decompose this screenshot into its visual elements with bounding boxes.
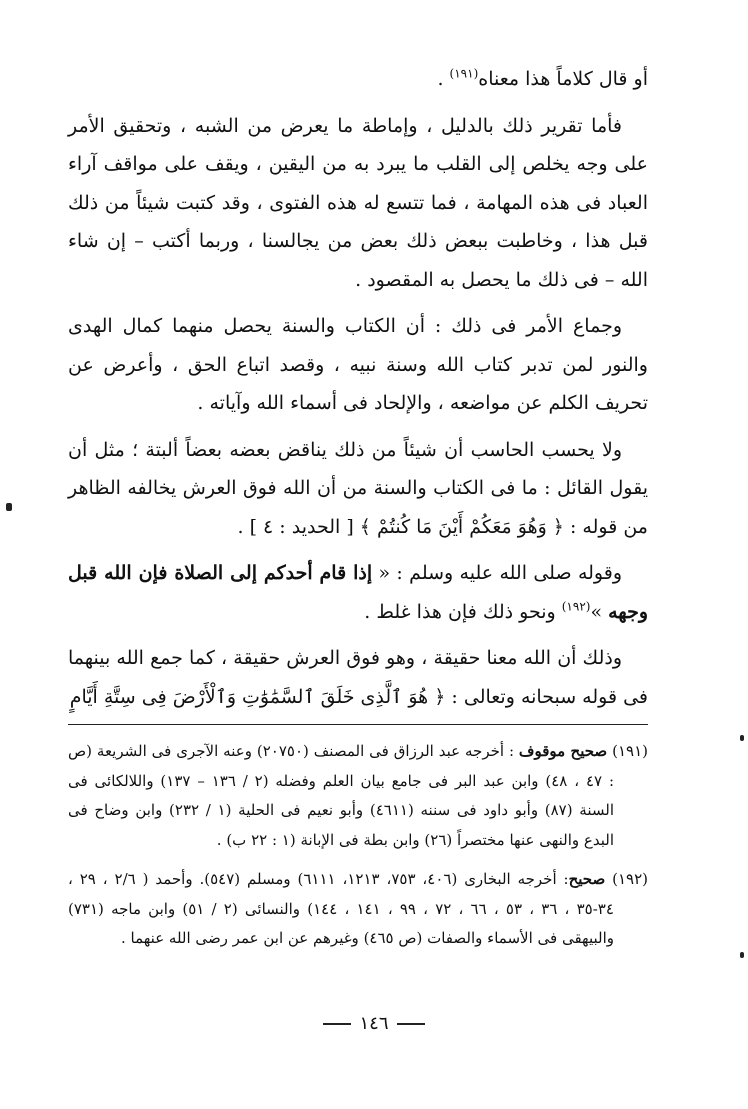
main-text [68, 60, 648, 716]
footnote-grade: صحيح موقوف [518, 742, 608, 760]
footnote-number: (١٩٢) [612, 870, 649, 888]
page-number [0, 1013, 748, 1034]
dash-decoration [397, 1023, 425, 1025]
hadith-quote: إذا قام أحدكم إلى الصلاة فإن الله قبل وجهه [68, 562, 648, 623]
paragraph-3 [68, 431, 648, 547]
footnotes [68, 737, 648, 954]
paragraph-5 [68, 639, 648, 716]
paragraph-3-text: ولا يحسب الحاسب أن شيئاً من ذلك يناقض بعضه بعضاً ألبتة ؛ مثل أن يقول القائل : ما فى الكتاب والسنة من أن الله فوق العرش يخالفه الظاهر من قوله : [68, 438, 648, 538]
paragraph-0-end: . [437, 68, 450, 90]
paragraph-5-text: وذلك أن الله معنا حقيقة ، وهو فوق العرش حقيقة ، كما جمع الله بينهما فى قوله سبحانه وتعالى : [68, 647, 648, 708]
footnote-divider [68, 724, 648, 725]
scan-mark [6, 503, 12, 511]
scan-mark [740, 735, 744, 741]
dash-decoration [323, 1023, 351, 1025]
footnote-191 [68, 737, 648, 855]
footnote-192 [68, 865, 648, 954]
quran-verse: ﴿ وَهُوَ مَعَكُمْ أَيْنَ مَا كُنتُمْ ﴾ [359, 515, 564, 538]
footnote-text: : أخرجه عبد الرزاق فى المصنف (٢٠٧٥٠) وعنه الآجرى فى الشريعة (ص : ٤٧ ، ٤٨) وابن عبد البر فى جامع بيان العلم وفضله (٢ / ١٣٦ – ١٣٧) واللالكائى فى السنة (٨٧) وأبو داود فى سننه (٤٦١١) وأبو نعيم فى الحلية (١ / ٢٣٢) وابن وضاح فى البدع والنهى عنها مختصراً (٢٦) وابن بطة فى الإبانة (١ : ٢٢ ب) . [68, 742, 614, 849]
scan-mark [740, 952, 744, 958]
footnote-text: : أخرجه البخارى (٤٠٦، ٧٥٣، ١٢١٣، ٦١١١) ومسلم (٥٤٧). وأحمد ( ٢/٦ ، ٢٩ ، ٣٤-٣٥ ، ٣٦ ، ٥٣ ، ٦٦ ، ٧٢ ، ٩٩ ، ١٤١ ، ١٤٤) والنسائى (٢ / ٥١) وابن ماجه (٧٣١) والبيهقى فى الأسماء والصفات (ص ٤٦٥) وغيرهم عن ابن عمر رضى الله عنهما . [68, 870, 614, 947]
quran-verse: ﴿ هُوَ ٱلَّذِى خَلَقَ ٱلسَّمَٰوَٰتِ وَٱلْأَرْضَ فِى سِتَّةِ أَيَّامٍ [69, 685, 446, 708]
paragraph-1: فأما تقرير ذلك بالدليل ، وإماطة ما يعرض من الشبه ، وتحقيق الأمر على وجه يخلص إلى القلب ما يبرد به من اليقين ، ويقف على مواقف آراء العباد فى هذه المهامة ، فما تتسع له هذه الفتوى ، وقد كتبت شيئاً من ذلك قبل هذا ، وخاطبت ببعض ذلك بعض من يجالسنا ، وربما أكتب – إن شاء الله – فى ذلك ما يحصل به المقصود . [68, 114, 648, 291]
verse-reference: [ الحديد : ٤ ] . [237, 515, 360, 538]
paragraph-0 [68, 60, 648, 99]
footnote-grade: صحيح [568, 870, 606, 888]
paragraph-2: وجماع الأمر فى ذلك : أن الكتاب والسنة يحصل منهما كمال الهدى والنور لمن تدبر كتاب الله وسنة نبيه ، وقصد اتباع الحق ، وأعرض عن تحريف الكلم عن مواضعه ، والإلحاد فى أسماء الله وآياته . [68, 315, 648, 414]
quote-close: » [590, 600, 609, 623]
paragraph-4 [68, 554, 648, 631]
footnote-number: (١٩١) [612, 742, 648, 760]
footnote-ref-191[interactable]: (١٩١) [449, 66, 479, 81]
paragraph-4-text: وقوله صلى الله عليه وسلم : « [372, 562, 622, 584]
footnote-ref-192[interactable]: (١٩٢) [561, 599, 591, 614]
paragraph-4-end: ونحو ذلك فإن هذا غلط . [364, 600, 562, 623]
page-number-text: ١٤٦ [359, 1013, 389, 1034]
book-page [68, 60, 648, 964]
paragraph-0-text: أو قال كلاماً هذا معناه [478, 68, 648, 90]
